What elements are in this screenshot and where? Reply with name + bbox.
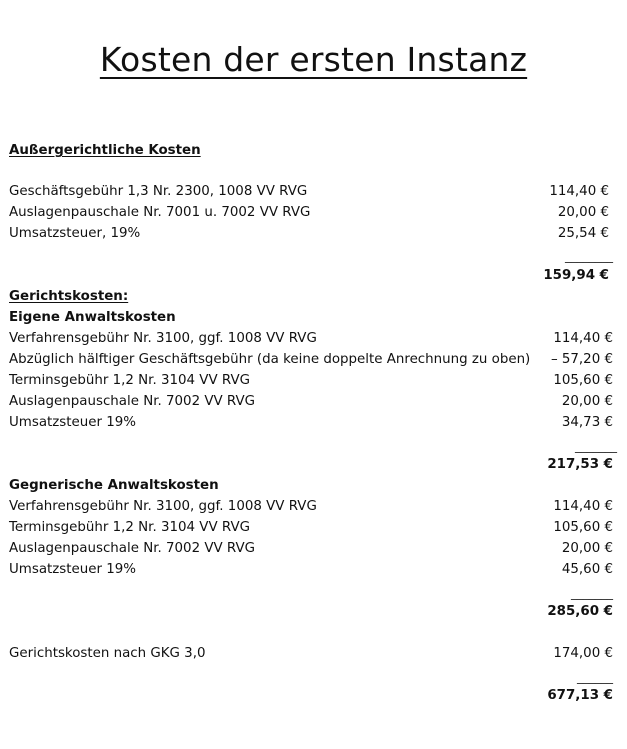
cost-item-label: Terminsgebühr 1,2 Nr. 3104 VV RVG	[9, 373, 250, 388]
cost-item-label: Auslagenpauschale Nr. 7002 VV RVG	[9, 394, 256, 409]
subsection-heading-opposing-attorney: Gegnerische Anwaltskosten	[9, 478, 219, 493]
grand-total-amount: 677,13 €	[547, 688, 613, 703]
cost-item-label: Umsatzsteuer 19%	[9, 415, 137, 430]
court-fee-amount: 174,00 €	[553, 646, 613, 661]
section-heading-extrajudicial: Außergerichtliche Kosten	[9, 143, 201, 158]
cost-item-label: Verfahrensgebühr Nr. 3100, ggf. 1008 VV RVG	[9, 499, 317, 514]
cost-item-amount: 114,40 €	[553, 331, 613, 346]
sum-rule: _______	[571, 586, 613, 600]
subtotal-amount: 285,60 €	[547, 604, 613, 619]
sum-rule: ______	[577, 670, 613, 684]
cost-item-label: Auslagenpauschale Nr. 7001 u. 7002 VV RVG	[9, 205, 311, 220]
cost-item-label: Auslagenpauschale Nr. 7002 VV RVG	[9, 541, 256, 556]
cost-item-amount: 25,54 €	[557, 226, 609, 241]
page-title	[0, 40, 627, 79]
cost-item-amount: 114,40 €	[553, 499, 613, 514]
cost-item-amount: 34,73 €	[561, 415, 613, 430]
cost-item-amount: 20,00 €	[557, 205, 609, 220]
subsection-heading-own-attorney: Eigene Anwaltskosten	[9, 310, 176, 325]
cost-item-amount: 20,00 €	[561, 394, 613, 409]
sum-rule: _______	[575, 439, 617, 453]
sum-rule: ________	[565, 249, 613, 263]
cost-item-amount: – 57,20 €	[550, 352, 613, 367]
section-heading-court-costs: Gerichtskosten:	[9, 289, 129, 304]
cost-item-amount: 105,60 €	[553, 373, 613, 388]
cost-item-amount: 114,40 €	[549, 184, 609, 199]
cost-item-amount: 105,60 €	[553, 520, 613, 535]
page-title-text: Kosten der ersten Instanz	[99, 40, 528, 79]
cost-item-label: Umsatzsteuer 19%	[9, 562, 137, 577]
cost-item-label: Abzüglich hälftiger Geschäftsgebühr (da keine doppelte Anrechnung zu oben)	[9, 352, 531, 367]
cost-item-amount: 45,60 €	[561, 562, 613, 577]
cost-item-label: Verfahrensgebühr Nr. 3100, ggf. 1008 VV RVG	[9, 331, 317, 346]
subtotal-amount: 159,94 €	[543, 268, 609, 283]
cost-item-amount: 20,00 €	[561, 541, 613, 556]
cost-item-label: Umsatzsteuer, 19%	[9, 226, 141, 241]
subtotal-amount: 217,53 €	[547, 457, 613, 472]
court-fee-label: Gerichtskosten nach GKG 3,0	[9, 646, 206, 661]
cost-item-label: Geschäftsgebühr 1,3 Nr. 2300, 1008 VV RVG	[9, 184, 308, 199]
cost-item-label: Terminsgebühr 1,2 Nr. 3104 VV RVG	[9, 520, 250, 535]
